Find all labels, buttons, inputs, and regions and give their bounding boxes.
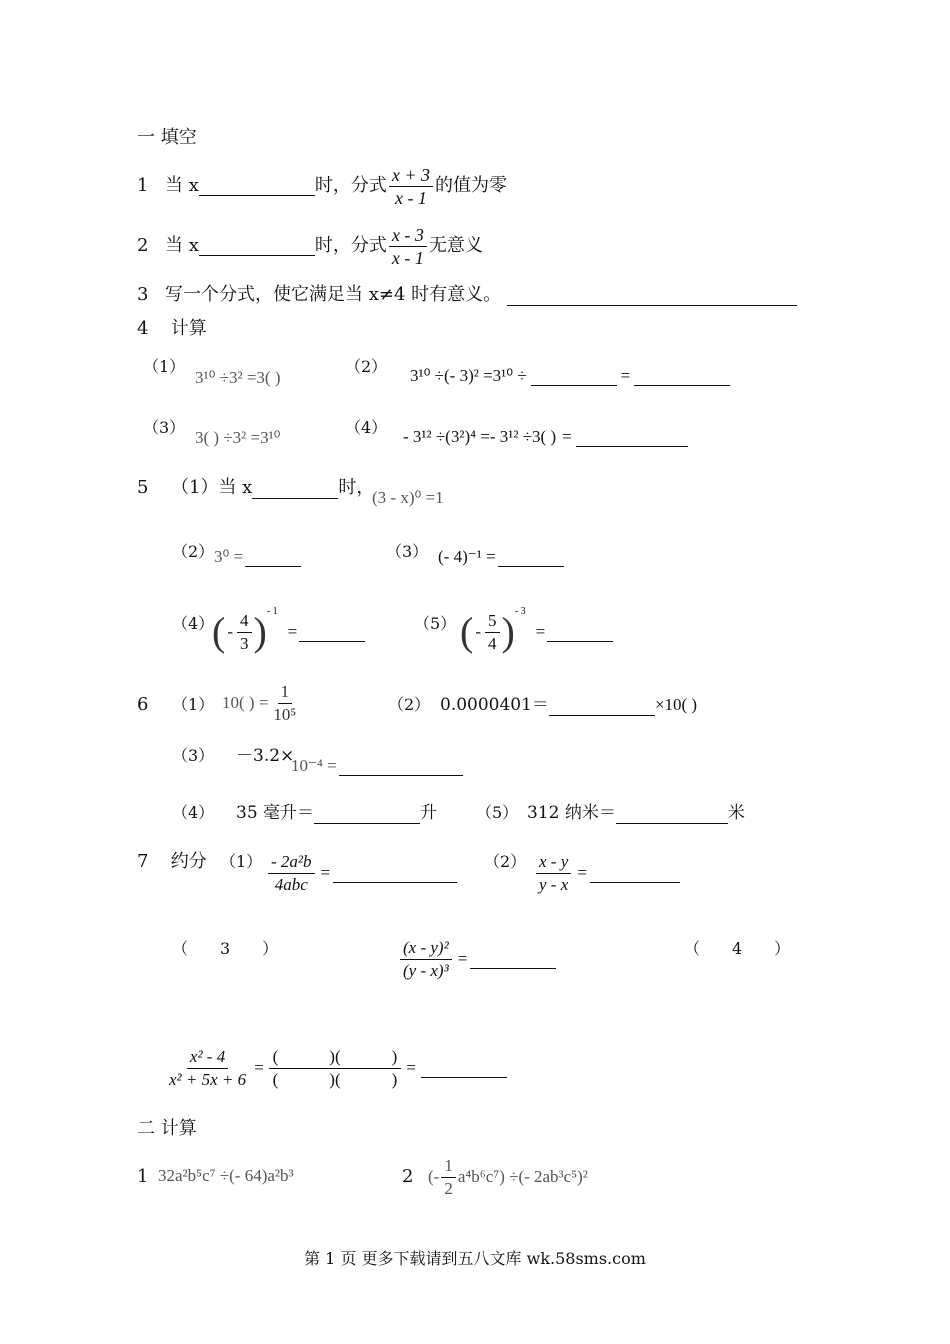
math-expression: －3.2× [236, 746, 295, 766]
question-3 [137, 284, 797, 306]
answer-blank[interactable] [590, 864, 680, 883]
answer-blank[interactable] [199, 237, 315, 256]
answer-blank[interactable] [634, 367, 730, 386]
exponent: - 1 [266, 606, 278, 617]
fraction-denominator: 3 [240, 633, 249, 653]
sub-label: （5） [476, 803, 519, 822]
answer-blank[interactable] [498, 548, 564, 567]
sub-label: （4） [172, 803, 215, 822]
answer-blank[interactable] [299, 623, 365, 642]
right-paren: ) [501, 609, 515, 654]
section-one-title: 一 填空 [137, 127, 197, 148]
sub-label: （2） [172, 542, 215, 561]
question-number: 1 [137, 1166, 149, 1187]
fraction-denominator: x² + 5x + 6 [169, 1069, 247, 1089]
equals-sign: = [620, 366, 631, 385]
fraction-denominator: x - 1 [394, 187, 427, 208]
question-text: 当 x [165, 175, 199, 196]
fraction-numerator: - 2a²b [268, 852, 315, 874]
question-text: 35 毫升＝ [236, 803, 315, 823]
fraction-numerator: x² - 4 [187, 1047, 228, 1069]
answer-blank[interactable] [507, 287, 797, 306]
left-paren: ( [212, 609, 226, 654]
answer-blank[interactable] [421, 1059, 507, 1078]
sub-label: （2） [345, 357, 388, 376]
fraction [237, 611, 252, 654]
equals-sign: = [287, 622, 298, 641]
question-text: 的值为零 [435, 175, 508, 196]
equals-sign: = [456, 949, 469, 968]
answer-blank[interactable] [549, 697, 655, 716]
fraction-numerator: 1 [278, 682, 293, 704]
math-line [266, 846, 457, 900]
math-expression: - 3¹² ÷(3²)⁴ =- 3¹² ÷3( ) [403, 427, 557, 446]
question-text: 时，分式 [314, 235, 387, 256]
fraction [485, 611, 500, 654]
sub-label: （4） [172, 614, 215, 633]
sub-label: （3） [143, 418, 186, 437]
sub-label: （1） [143, 357, 186, 376]
math-line [212, 604, 365, 660]
answer-blank[interactable] [576, 428, 688, 447]
equals-sign: = [319, 863, 331, 882]
math-line [527, 802, 745, 824]
question-number: 7 [137, 851, 149, 872]
question-text: 时，分式 [314, 175, 387, 196]
fraction-denominator: 4abc [274, 874, 308, 894]
question-text: 无意义 [428, 235, 483, 256]
math-expression: (- 4)⁻¹ = [438, 547, 496, 566]
exponent: - 3 [514, 606, 526, 617]
math-line [534, 846, 680, 900]
question-number: 3 [137, 284, 149, 305]
math-expression: ×10( ) [654, 695, 698, 714]
question-text: 时， [338, 477, 375, 498]
fraction-denominator[interactable]: ( )( ) [272, 1069, 398, 1089]
fraction [389, 165, 433, 208]
math-expression: 10( ) = [222, 693, 269, 712]
sub-label: （4） [345, 418, 388, 437]
math-expression: (- [428, 1167, 440, 1186]
math-line [164, 1040, 507, 1096]
question-4 [137, 318, 207, 340]
fraction-numerator: 5 [485, 611, 500, 633]
equals-sign: = [253, 1058, 265, 1077]
math-expression: 10⁻⁴ = [291, 756, 337, 775]
fraction-denominator: 4 [488, 633, 497, 653]
question-text: 312 纳米＝ [527, 803, 616, 823]
equals-sign: = [405, 1058, 417, 1077]
answer-blank[interactable] [531, 367, 617, 386]
equals-sign: = [576, 863, 588, 882]
fraction-numerator: x + 3 [389, 165, 433, 187]
answer-blank[interactable] [339, 757, 463, 776]
question-number: 2 [137, 235, 149, 256]
math-line [291, 756, 463, 776]
answer-blank[interactable] [470, 950, 556, 969]
math-expression: 3¹⁰ ÷(- 3)² =3¹⁰ ÷ [410, 366, 527, 385]
math-expression: 3¹⁰ ÷3² =3( ) [195, 368, 281, 387]
fraction-numerator: 1 [441, 1156, 456, 1178]
question-number: 2 [402, 1166, 414, 1187]
sub-label: （3） [386, 542, 429, 561]
math-expression: 32a²b⁵c⁷ ÷(- 64)a²b³ [158, 1166, 294, 1185]
question-7 [137, 851, 207, 873]
right-paren: ) [253, 609, 267, 654]
math-line [398, 932, 556, 986]
fraction [268, 852, 315, 895]
question-number: 4 [137, 318, 149, 339]
question-text: 写一个分式，使它满足当 x≠4 时有意义。 [165, 284, 502, 305]
fraction-numerator: x - 3 [389, 225, 427, 247]
answer-blank[interactable] [252, 480, 338, 499]
fraction-denominator: (y - x)³ [403, 960, 449, 980]
fraction [400, 938, 452, 981]
math-expression: 0.0000401＝ [440, 695, 549, 715]
math-line [236, 802, 437, 824]
fraction [270, 682, 299, 725]
answer-blank[interactable] [245, 548, 301, 567]
answer-blank[interactable] [314, 805, 420, 824]
math-line [403, 427, 688, 447]
unit-label: 米 [727, 803, 745, 823]
question-title: 计算 [170, 318, 207, 339]
math-expression: 3⁰ = [214, 547, 244, 566]
sub-label: （2） [388, 695, 431, 714]
math-line [460, 604, 613, 660]
question-number: 5 [137, 477, 149, 498]
equals-sign: = [535, 622, 546, 641]
math-expression: 3( ) ÷3² =3¹⁰ [195, 428, 281, 447]
question-5-part-1 [137, 477, 374, 499]
sub-label: （1） [220, 852, 263, 871]
question-title: 约分 [170, 851, 207, 872]
page-footer: 第 1 页 更多下载请到五八文库 wk.58sms.com [304, 1249, 646, 1268]
fraction [536, 852, 571, 895]
sub-label: （ 4 ） [684, 939, 791, 958]
fraction-denominator: x - 1 [391, 247, 424, 268]
minus-sign: - [475, 622, 481, 641]
sub-label: （5） [414, 614, 457, 633]
question-text: 当 x [165, 235, 199, 256]
question-1 [137, 161, 507, 211]
fraction-denominator: 10⁵ [273, 704, 297, 724]
sub-label: （ 3 ） [172, 939, 279, 958]
question-2 [137, 221, 483, 271]
math-expression: (3 - x)⁰ =1 [372, 488, 444, 507]
answer-blank[interactable] [199, 177, 315, 196]
math-line [440, 694, 697, 716]
fraction-denominator: 2 [444, 1178, 453, 1198]
math-expression: a⁴b⁶c⁷) ÷(- 2ab³c⁵)² [457, 1167, 588, 1186]
sub-label: （1） [172, 695, 215, 714]
question-number: 1 [137, 175, 149, 196]
fraction [166, 1047, 249, 1090]
answer-blank[interactable] [616, 805, 728, 824]
math-line [438, 547, 564, 567]
fraction-numerator[interactable]: ( )( ) [269, 1047, 402, 1069]
section-two-title: 二 计算 [137, 1118, 197, 1139]
fraction-numerator: x - y [536, 852, 571, 874]
sub-label: （1）当 x [171, 477, 253, 498]
fraction-denominator: y - x [539, 874, 569, 894]
fraction-numerator: (x - y)² [400, 938, 452, 960]
fraction [441, 1156, 456, 1199]
question-number: 6 [137, 694, 149, 715]
fraction-numerator: 4 [237, 611, 252, 633]
minus-sign: - [227, 622, 233, 641]
answer-blank[interactable] [333, 864, 457, 883]
sub-label: （2） [484, 852, 527, 871]
math-line [428, 1152, 588, 1202]
left-paren: ( [460, 609, 474, 654]
equals-sign: = [562, 427, 572, 446]
fraction[interactable] [269, 1047, 402, 1090]
math-line [410, 366, 730, 386]
fraction [389, 225, 427, 268]
unit-label: 升 [420, 803, 438, 823]
math-line [222, 680, 301, 726]
answer-blank[interactable] [547, 623, 613, 642]
sub-label: （3） [172, 746, 215, 765]
math-line [214, 547, 301, 567]
